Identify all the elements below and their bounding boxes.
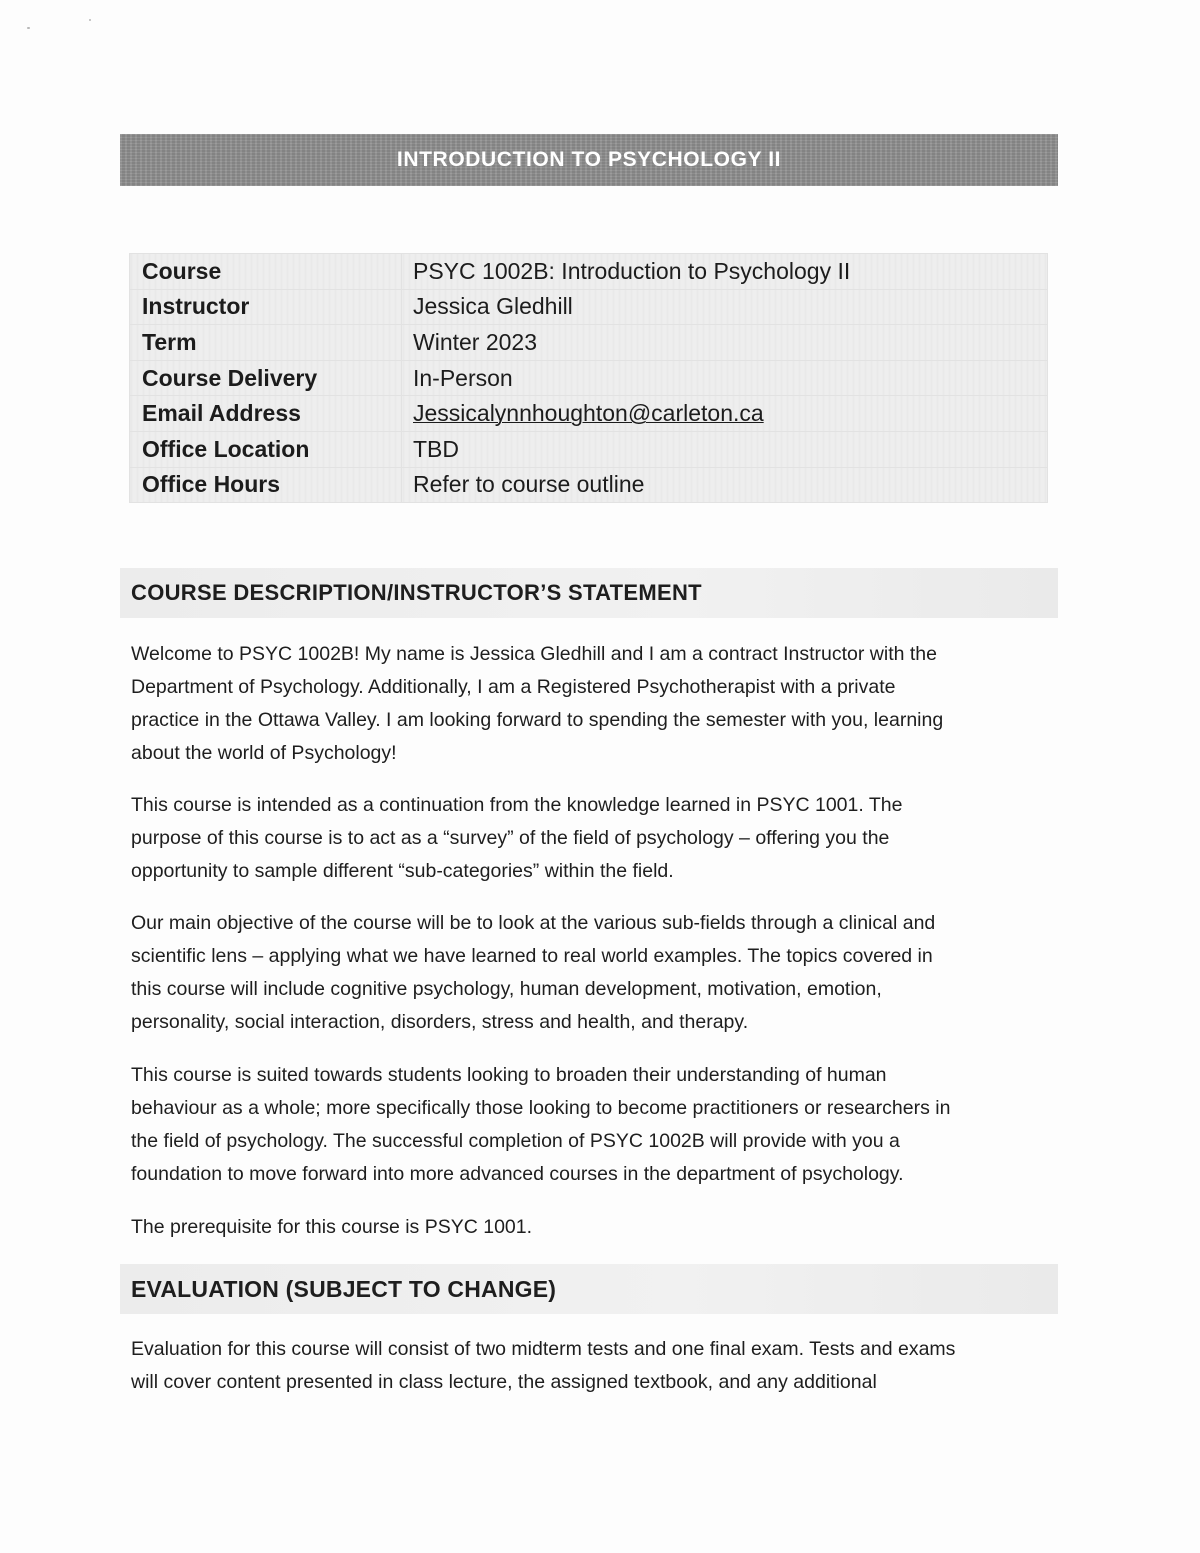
row-value-course: PSYC 1002B: Introduction to Psychology II: [402, 254, 1048, 290]
scan-speck: [27, 27, 30, 29]
table-row: [130, 396, 1048, 432]
evaluation-paragraph: Evaluation for this course will consist of two midterm tests and one final exam. Tests and exams will cover content presented in class lecture, the assigned textbook, and any additional: [131, 1338, 956, 1393]
course-info-table: [129, 253, 1048, 503]
row-label-delivery: Course Delivery: [130, 360, 402, 396]
row-value-office-hours: Refer to course outline: [402, 467, 1048, 503]
table-row: [130, 360, 1048, 396]
scan-speck: [89, 19, 91, 21]
table-row: [130, 325, 1048, 361]
row-value-delivery: In-Person: [402, 360, 1048, 396]
email-link[interactable]: Jessicalynnhoughton@carleton.ca: [413, 400, 764, 427]
table-row: [130, 431, 1048, 467]
row-label-term: Term: [130, 325, 402, 361]
table-row: [130, 254, 1048, 290]
table-row: [130, 467, 1048, 503]
row-label-course: Course: [130, 254, 402, 290]
description-paragraph: Welcome to PSYC 1002B! My name is Jessica Gledhill and I am a contract Instructor with the Department of Psychology. Additionally, I am a Registered Psychotherapist with a private practice in the Ottawa Valley. I am looking forward to spending the semester with you, learning about the world of Psychology!: [131, 643, 944, 764]
row-value-email: [402, 396, 1048, 432]
description-paragraph: Our main objective of the course will be to look at the various sub-fields through a clinical and scientific lens – applying what we have learned to real world examples. The topics covered in this course will include cognitive psychology, human development, motivation, emotion, personality, social interaction, disorders, stress and health, and therapy.: [131, 912, 936, 1033]
document-title: INTRODUCTION TO PSYCHOLOGY II: [396, 148, 782, 171]
description-paragraph: This course is intended as a continuation from the knowledge learned in PSYC 1001. The purpose of this course is to act as a “survey” of the field of psychology – offering you the opportunity to sample different “sub-categories” within the field.: [131, 794, 903, 882]
prerequisite-paragraph: The prerequisite for this course is PSYC 1001.: [131, 1216, 533, 1238]
row-value-office-location: TBD: [402, 431, 1048, 467]
table-row: [130, 289, 1048, 325]
row-label-office-location: Office Location: [130, 431, 402, 467]
row-value-term: Winter 2023: [402, 325, 1048, 361]
row-label-office-hours: Office Hours: [130, 467, 402, 503]
row-value-instructor: Jessica Gledhill: [402, 289, 1048, 325]
title-banner: [120, 134, 1058, 186]
section-heading-evaluation: EVALUATION (SUBJECT TO CHANGE): [120, 1264, 1058, 1314]
row-label-email: Email Address: [130, 396, 402, 432]
section-heading-description: COURSE DESCRIPTION/INSTRUCTOR’S STATEMENT: [120, 568, 1058, 618]
row-label-instructor: Instructor: [130, 289, 402, 325]
description-paragraph: This course is suited towards students looking to broaden their understanding of human behaviour as a whole; more specifically those looking to become practitioners or researchers in the field of psychology. The successful completion of PSYC 1002B will provide with you a foundation to move forward into more advanced courses in the department of psychology.: [131, 1064, 951, 1185]
